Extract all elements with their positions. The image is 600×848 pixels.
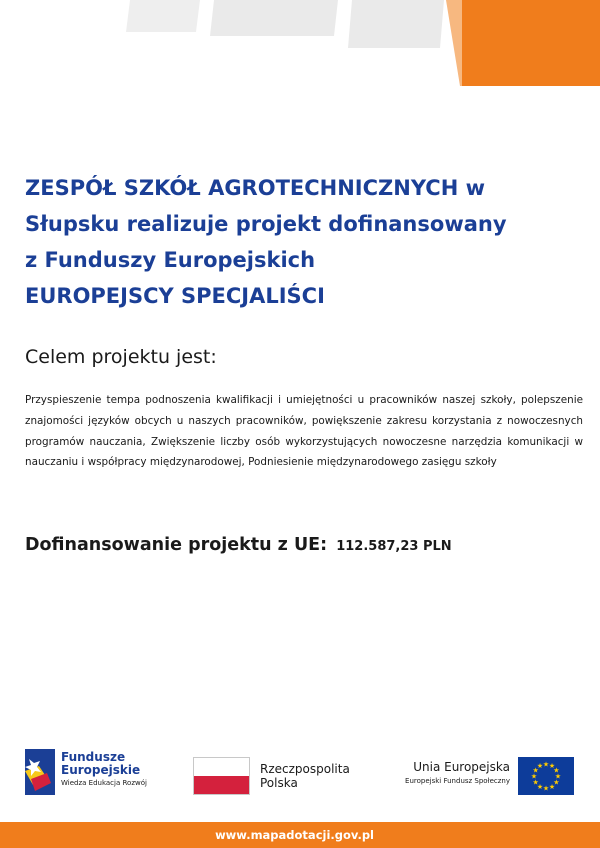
eu-star-icon: ★ bbox=[532, 766, 539, 775]
fe-star-icon bbox=[25, 749, 57, 797]
eu-star-icon: ★ bbox=[554, 772, 562, 781]
title-line-3: z Funduszy Europejskich bbox=[25, 248, 316, 272]
ue-subtitle: Europejski Fundusz Społeczny bbox=[405, 777, 510, 785]
eu-star-icon: ★ bbox=[532, 778, 539, 787]
fundusze-europejskie-logo bbox=[25, 749, 185, 799]
eu-star-icon: ★ bbox=[553, 778, 560, 787]
eu-star-icon: ★ bbox=[530, 772, 538, 781]
unia-europejska-logo bbox=[388, 757, 578, 797]
ue-title: Unia Europejska bbox=[413, 760, 510, 774]
title-line-4: EUROPEJSCY SPECJALIŚCI bbox=[25, 284, 325, 308]
fe-line-1: Fundusze bbox=[61, 750, 126, 764]
title-line-1: ZESPÓŁ SZKÓŁ AGROTECHNICZNYCH w bbox=[25, 176, 485, 200]
goal-heading: Celem projektu jest: bbox=[25, 346, 217, 368]
ue-text-block bbox=[388, 760, 510, 785]
eu-star-icon: ★ bbox=[553, 766, 560, 775]
fe-text-block bbox=[61, 751, 147, 787]
eu-star-icon: ★ bbox=[536, 762, 544, 771]
eu-star-icon: ★ bbox=[536, 782, 544, 791]
goal-text: Przyspieszenie tempa podnoszenia kwalifikacji i umiejętności u pracowników naszej szkoły, polepszenie znajomości języków obcych u naszych pracowników, powiększenie zakresu korzystania z nowoczesnych programów nauczania, Zwiększenie liczby osób wykorzystujących nowoczesne narzędzia komunikacji w nauczaniu i współpracy międzynarodowej, Podniesienie międzynarodowego zasięgu szkoły bbox=[25, 394, 583, 469]
eu-flag-icon bbox=[518, 757, 574, 795]
top-decoration bbox=[0, 0, 600, 90]
rp-text-block bbox=[260, 762, 350, 790]
fe-subtitle: Wiedza Edukacja Rozwój bbox=[61, 779, 147, 787]
funding-line bbox=[25, 535, 452, 555]
rp-line-1: Rzeczpospolita bbox=[260, 762, 350, 776]
fe-line-2: Europejskie bbox=[61, 763, 141, 777]
rzeczpospolita-polska-logo bbox=[193, 757, 363, 795]
footer-url: www.mapadotacji.gov.pl bbox=[0, 822, 600, 848]
rp-line-2: Polska bbox=[260, 776, 298, 790]
poland-flag-icon bbox=[193, 757, 250, 795]
funding-amount: 112.587,23 PLN bbox=[336, 539, 452, 554]
title-line-2: Słupsku realizuje projekt dofinansowany bbox=[25, 212, 507, 236]
eu-star-icon: ★ bbox=[548, 762, 556, 771]
eu-star-icon: ★ bbox=[542, 760, 550, 769]
project-title bbox=[25, 170, 585, 314]
funding-label: Dofinansowanie projektu z UE: bbox=[25, 535, 328, 555]
eu-star-icon: ★ bbox=[542, 784, 550, 793]
eu-star-icon: ★ bbox=[548, 782, 556, 791]
